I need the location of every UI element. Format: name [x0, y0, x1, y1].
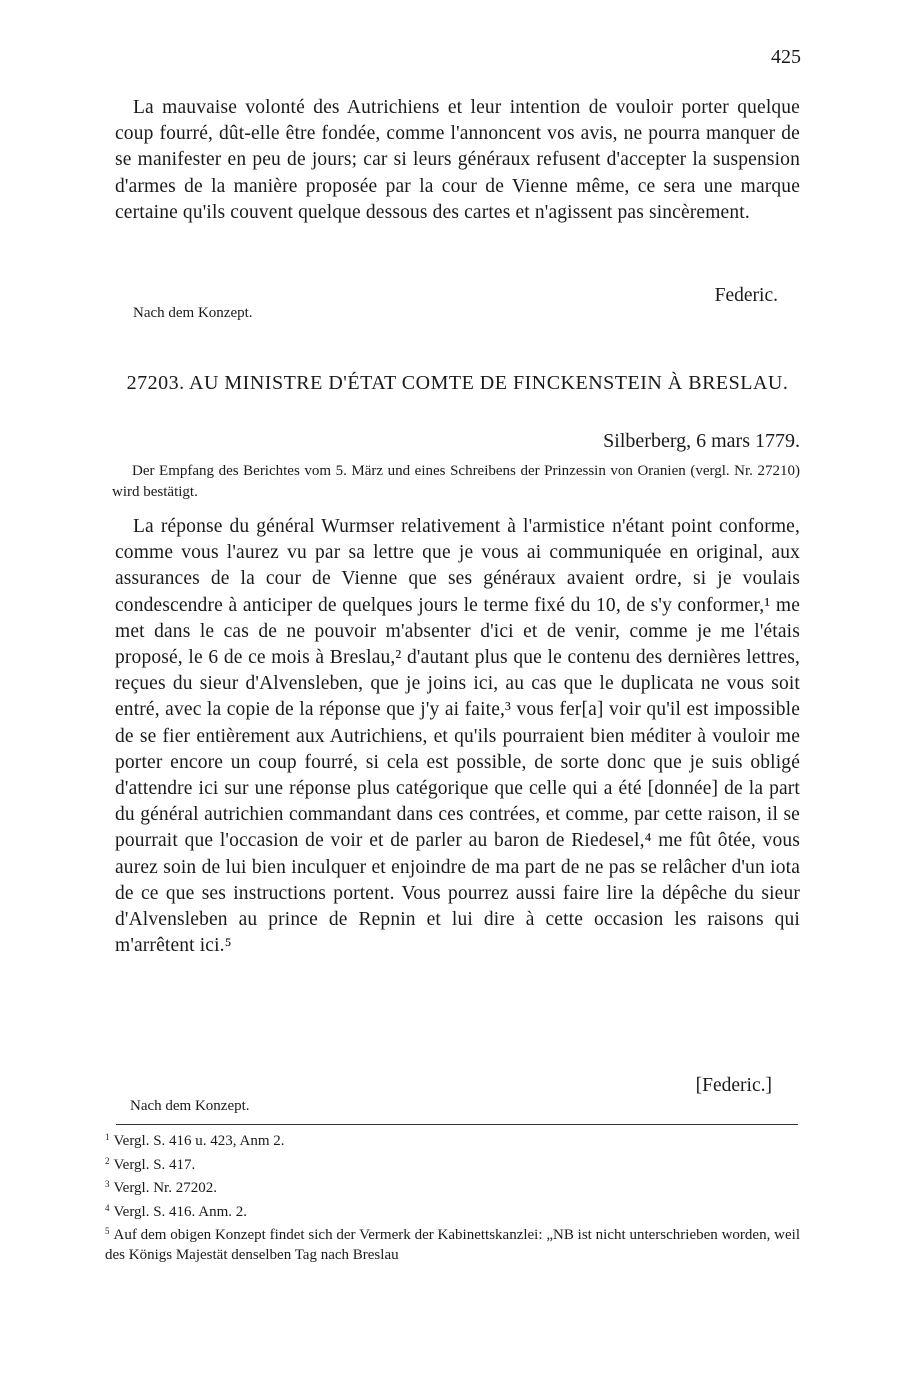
footnote — [105, 1175, 800, 1199]
footnote-text: Vergl. S. 416 u. 423, Anm 2. — [113, 1133, 285, 1149]
footnote-mark: 1 — [105, 1132, 110, 1142]
summary-note: Der Empfang des Berichtes vom 5. März und eines Schreibens der Prinzessin von Oranien (vergl. Nr. 27210) wird bestätigt. — [112, 463, 800, 500]
document-title: AU MINISTRE D'ÉTAT COMTE DE FINCKENSTEIN À BRESLAU. — [189, 372, 789, 394]
paragraph-letter-continuation: La mauvaise volonté des Autrichiens et leur intention de vouloir porter quelque coup fourré, dût-elle être fondée, comme l'annoncent vos avis, ne pourra manquer de se manifester en peu de jours; car si leurs généraux refusent d'accepter la suspension d'armes de la manière proposée par la cour de Vienne même, ce sera une marque certaine qu'ils couvent quelque dessous des cartes et n'agissent pas sincèrement. — [115, 97, 800, 223]
footnote — [105, 1152, 800, 1176]
source-note: Nach dem Konzept. — [133, 305, 253, 321]
footnote-mark: 3 — [105, 1179, 110, 1189]
signature-federic: Federic. — [714, 285, 778, 306]
footnote — [105, 1222, 800, 1265]
footnote-divider — [116, 1124, 798, 1125]
document-heading — [115, 370, 800, 396]
footnote-text: Vergl. Nr. 27202. — [113, 1180, 217, 1196]
document-number: 27203. — [126, 372, 185, 394]
place-date: Silberberg, 6 mars 1779. — [603, 430, 800, 452]
footnote-mark: 5 — [105, 1226, 110, 1236]
signature-federic-bracketed: [Federic.] — [695, 1075, 772, 1096]
paragraph-letter-body: La réponse du général Wurmser relativement à l'armistice n'étant point conforme, comme vous l'aurez vu par sa lettre que je vous ai communiquée en original, aux assurances de la cour de Vienne que ses généraux avaient ordre, si je voulais condescendre à anticiper de quelques jours le terme fixé du 10, de s'y conformer,¹ me met dans le cas de ne pouvoir m'absenter d'ici et de venir, comme je me l'étais proposé, le 6 de ce mois à Breslau,² d'autant plus que le contenu des dernières lettres, reçues du sieur d'Alvensleben, que je joins ici, au cas que le duplicata ne vous soit entré, avec la copie de la réponse que j'y ai faite,³ vous fer[a] voir qu'il est impossible de se fier entièrement aux Autrichiens, et qu'ils pourraient bien méditer à vouloir me porter encore un coup fourré, si cela est possible, de sorte donc que je suis obligé d'attendre ici sur une réponse plus catégorique que celle qui a été [donnée] de la part du général autrichien commandant dans ces contrées, et comme, par cette raison, il se pourrait que l'occasion de voir et de parler au baron de Riedesel,⁴ me fût ôtée, vous aurez soin de lui bien inculquer et enjoindre de ma part de ne pas se relâcher d'un iota de ce que ses instructions portent. Vous pourrez aussi faire lire la dépêche du sieur d'Alvensleben au prince de Repnin et lui dire à cette occasion les raisons qui m'arrêtent ici.⁵ — [115, 516, 800, 957]
footnote — [105, 1199, 800, 1223]
source-note-2: Nach dem Konzept. — [130, 1098, 250, 1114]
footnote-text: Vergl. S. 416. Anm. 2. — [113, 1203, 247, 1220]
footnote-mark: 4 — [105, 1202, 110, 1213]
footnotes — [105, 1128, 800, 1265]
footnote-text: Vergl. S. 417. — [113, 1156, 196, 1173]
footnote — [105, 1128, 800, 1152]
footnote-text: Auf dem obigen Konzept findet sich der Vermerk der Kabinettskanzlei: „NB ist nicht unterschrieben worden, weil des Königs Majestät denselben Tag nach Breslau — [105, 1227, 800, 1263]
page-number: 425 — [771, 46, 801, 68]
footnote-mark: 2 — [105, 1155, 110, 1166]
